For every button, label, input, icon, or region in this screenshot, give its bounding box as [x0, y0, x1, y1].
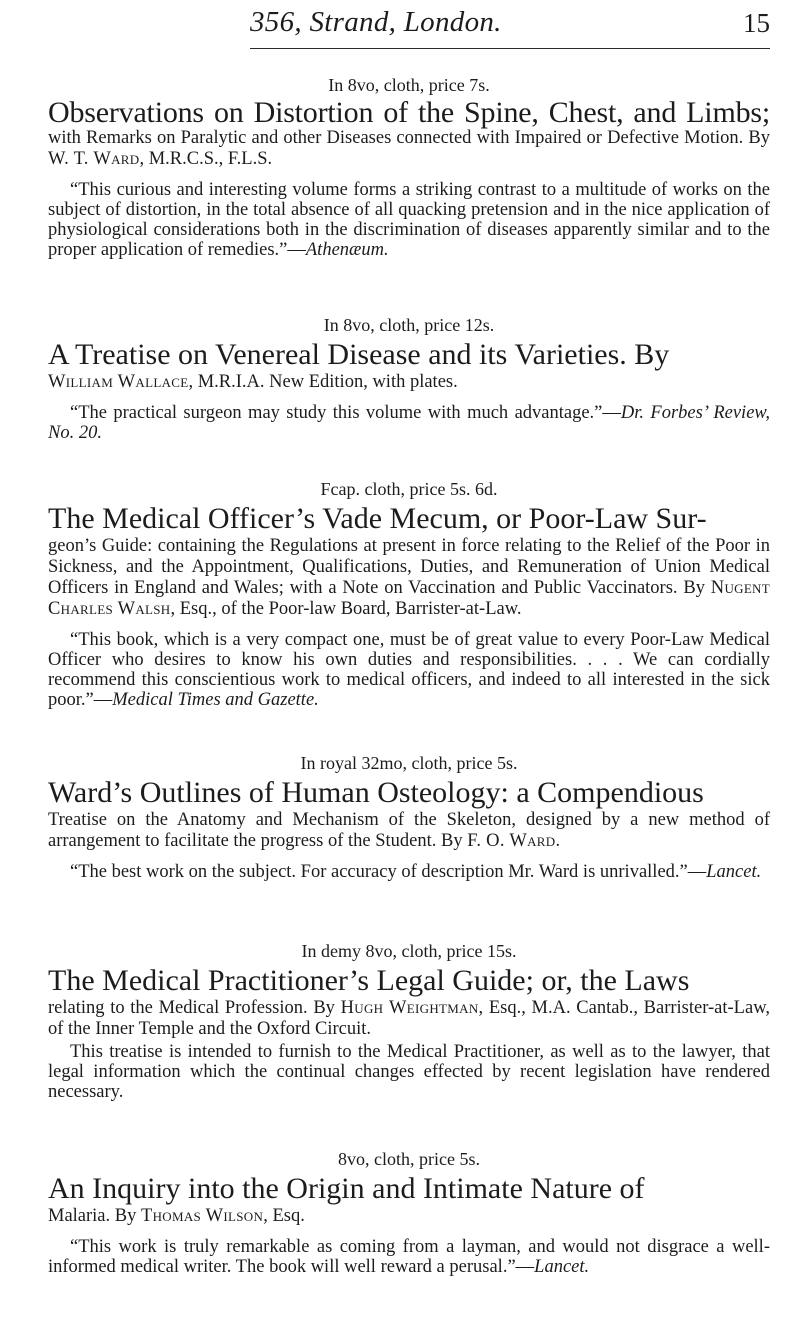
entry-subtitle-text: with Remarks on Paralytic and other Diseases connected with Impaired or Defective Motion. By: [48, 128, 770, 148]
entry-subtitle: [48, 810, 770, 852]
review-source: Athenæum.: [305, 240, 389, 260]
entry-subtitle: [48, 536, 770, 620]
review-text: “This work is truly remarkable as coming from a layman, and would not disgrace a well-informed medical writer. The book will well reward a perusal.”—: [48, 1237, 770, 1277]
entry-title-text: The Medical Officer’s Vade Mecum, or Poor-Law Sur-: [48, 502, 707, 535]
entry-author: W. T. Ward: [48, 149, 140, 169]
entry-title: [48, 964, 770, 998]
entry-title-text: Ward’s Outlines of Human Osteology: a Compendious: [48, 776, 704, 809]
review-source: Dr. Forbes’ Review, No. 20.: [48, 403, 770, 443]
entry-title: [48, 338, 770, 372]
entry-author: Nugent Charles Walsh: [48, 578, 770, 619]
entry-format: In demy 8vo, cloth, price 15s.: [301, 941, 517, 961]
entry-title-text: The Medical Practitioner’s Legal Guide; or, the Laws: [48, 964, 690, 997]
entry-title: [48, 1172, 770, 1206]
entry-author: F. O. Ward: [467, 831, 556, 851]
review-source: Lancet.: [706, 862, 762, 882]
entry-format: In royal 32mo, cloth, price 5s.: [300, 753, 518, 773]
entry-subtitle-text: Malaria. By: [48, 1206, 137, 1226]
review-text: This treatise is intended to furnish to the Medical Practitioner, as well as to the lawyer, that legal information which the continual changes effected by recent legislation have rendered necessary.: [48, 1042, 770, 1102]
entry-format: Fcap. cloth, price 5s. 6d.: [320, 479, 498, 499]
book-entry-venereal: [48, 314, 770, 443]
entry-format: In 8vo, cloth, price 7s.: [328, 75, 490, 95]
book-entry-vade-mecum: [48, 478, 770, 710]
book-entry-legal-guide: [48, 940, 770, 1102]
entry-format: 8vo, cloth, price 5s.: [338, 1149, 480, 1169]
entry-title: [48, 502, 770, 536]
header-rule: [250, 48, 770, 49]
review-text: “The best work on the subject. For accuracy of description Mr. Ward is unrivalled.”—: [70, 862, 707, 882]
book-entry-malaria: [48, 1148, 770, 1277]
entry-format: In 8vo, cloth, price 12s.: [323, 315, 495, 335]
entry-author: Thomas Wilson: [141, 1206, 264, 1226]
entry-subtitle-text: relating to the Medical Profession. By: [48, 998, 335, 1018]
entry-title: [48, 776, 770, 810]
entry-credentials: .: [555, 831, 561, 851]
running-head: [250, 6, 770, 50]
entry-review: [48, 180, 770, 260]
entry-review: [48, 630, 770, 710]
entry-author: William Wallace: [48, 372, 189, 392]
page-number: 15: [743, 8, 770, 38]
running-head-title: 356, Strand, London.: [250, 6, 502, 38]
entry-author: Hugh Weightman: [340, 998, 479, 1018]
entry-title-text: An Inquiry into the Origin and Intimate Nature of: [48, 1172, 645, 1205]
entry-review: [48, 862, 770, 882]
entry-credentials: , M.R.C.S., F.L.S.: [139, 149, 273, 169]
entry-subtitle: [48, 998, 770, 1040]
entry-credentials: , Esq., of the Poor-law Board, Barrister-at-Law.: [170, 599, 522, 619]
entry-subtitle: [48, 128, 770, 170]
review-text: “This curious and interesting volume forms a striking contrast to a multitude of works on the subject of distortion, in the total absence of all quacking pretension and in the nice application of physiological considerations both in the discrimination of diseases apparently similar and to the proper application of remedies.”—: [48, 180, 770, 260]
entry-review: [48, 1042, 770, 1102]
book-entry-distortion: [48, 74, 770, 260]
entry-subtitle: [48, 1206, 770, 1227]
review-source: Medical Times and Gazette.: [112, 690, 319, 710]
entry-title-text: A Treatise on Venereal Disease and its Varieties. By: [48, 338, 670, 371]
review-source: Lancet.: [534, 1257, 590, 1277]
entry-title: [48, 98, 770, 128]
entry-subtitle-text: Treatise on the Anatomy and Mechanism of the Skeleton, designed by a new method of arrangement to facilitate the progress of the Student. By: [48, 810, 770, 851]
entry-review: [48, 1237, 770, 1277]
entry-credentials: , M.R.I.A. New Edition, with plates.: [188, 372, 458, 392]
entry-subtitle: [48, 372, 770, 393]
entry-title-text: Observations on Distortion of the Spine, Chest, and Limbs;: [48, 96, 770, 129]
review-text: “This book, which is a very compact one, must be of great value to every Poor-Law Medical Officer who desires to know his own duties and responsibilities. . . . We can cordially recommend this conscientious work to medical officers, and indeed to all interested in the sick poor.”—: [48, 630, 770, 710]
entry-credentials: , Esq., M.A. Cantab., Barrister-at-Law, of the Inner Temple and the Oxford Circuit.: [48, 998, 770, 1039]
entry-review: [48, 403, 770, 443]
entry-credentials: , Esq.: [263, 1206, 305, 1226]
book-entry-osteology: [48, 752, 770, 882]
review-text: “The practical surgeon may study this volume with much advantage.”—: [70, 403, 621, 423]
entry-subtitle-text: geon’s Guide: containing the Regulations at present in force relating to the Relief of the Poor in Sickness, and the Appointment, Qualifications, Duties, and Remuneration of Union Medical Officers in England and Wales; with a Note on Vaccination and Public Vaccinators. By: [48, 536, 770, 598]
